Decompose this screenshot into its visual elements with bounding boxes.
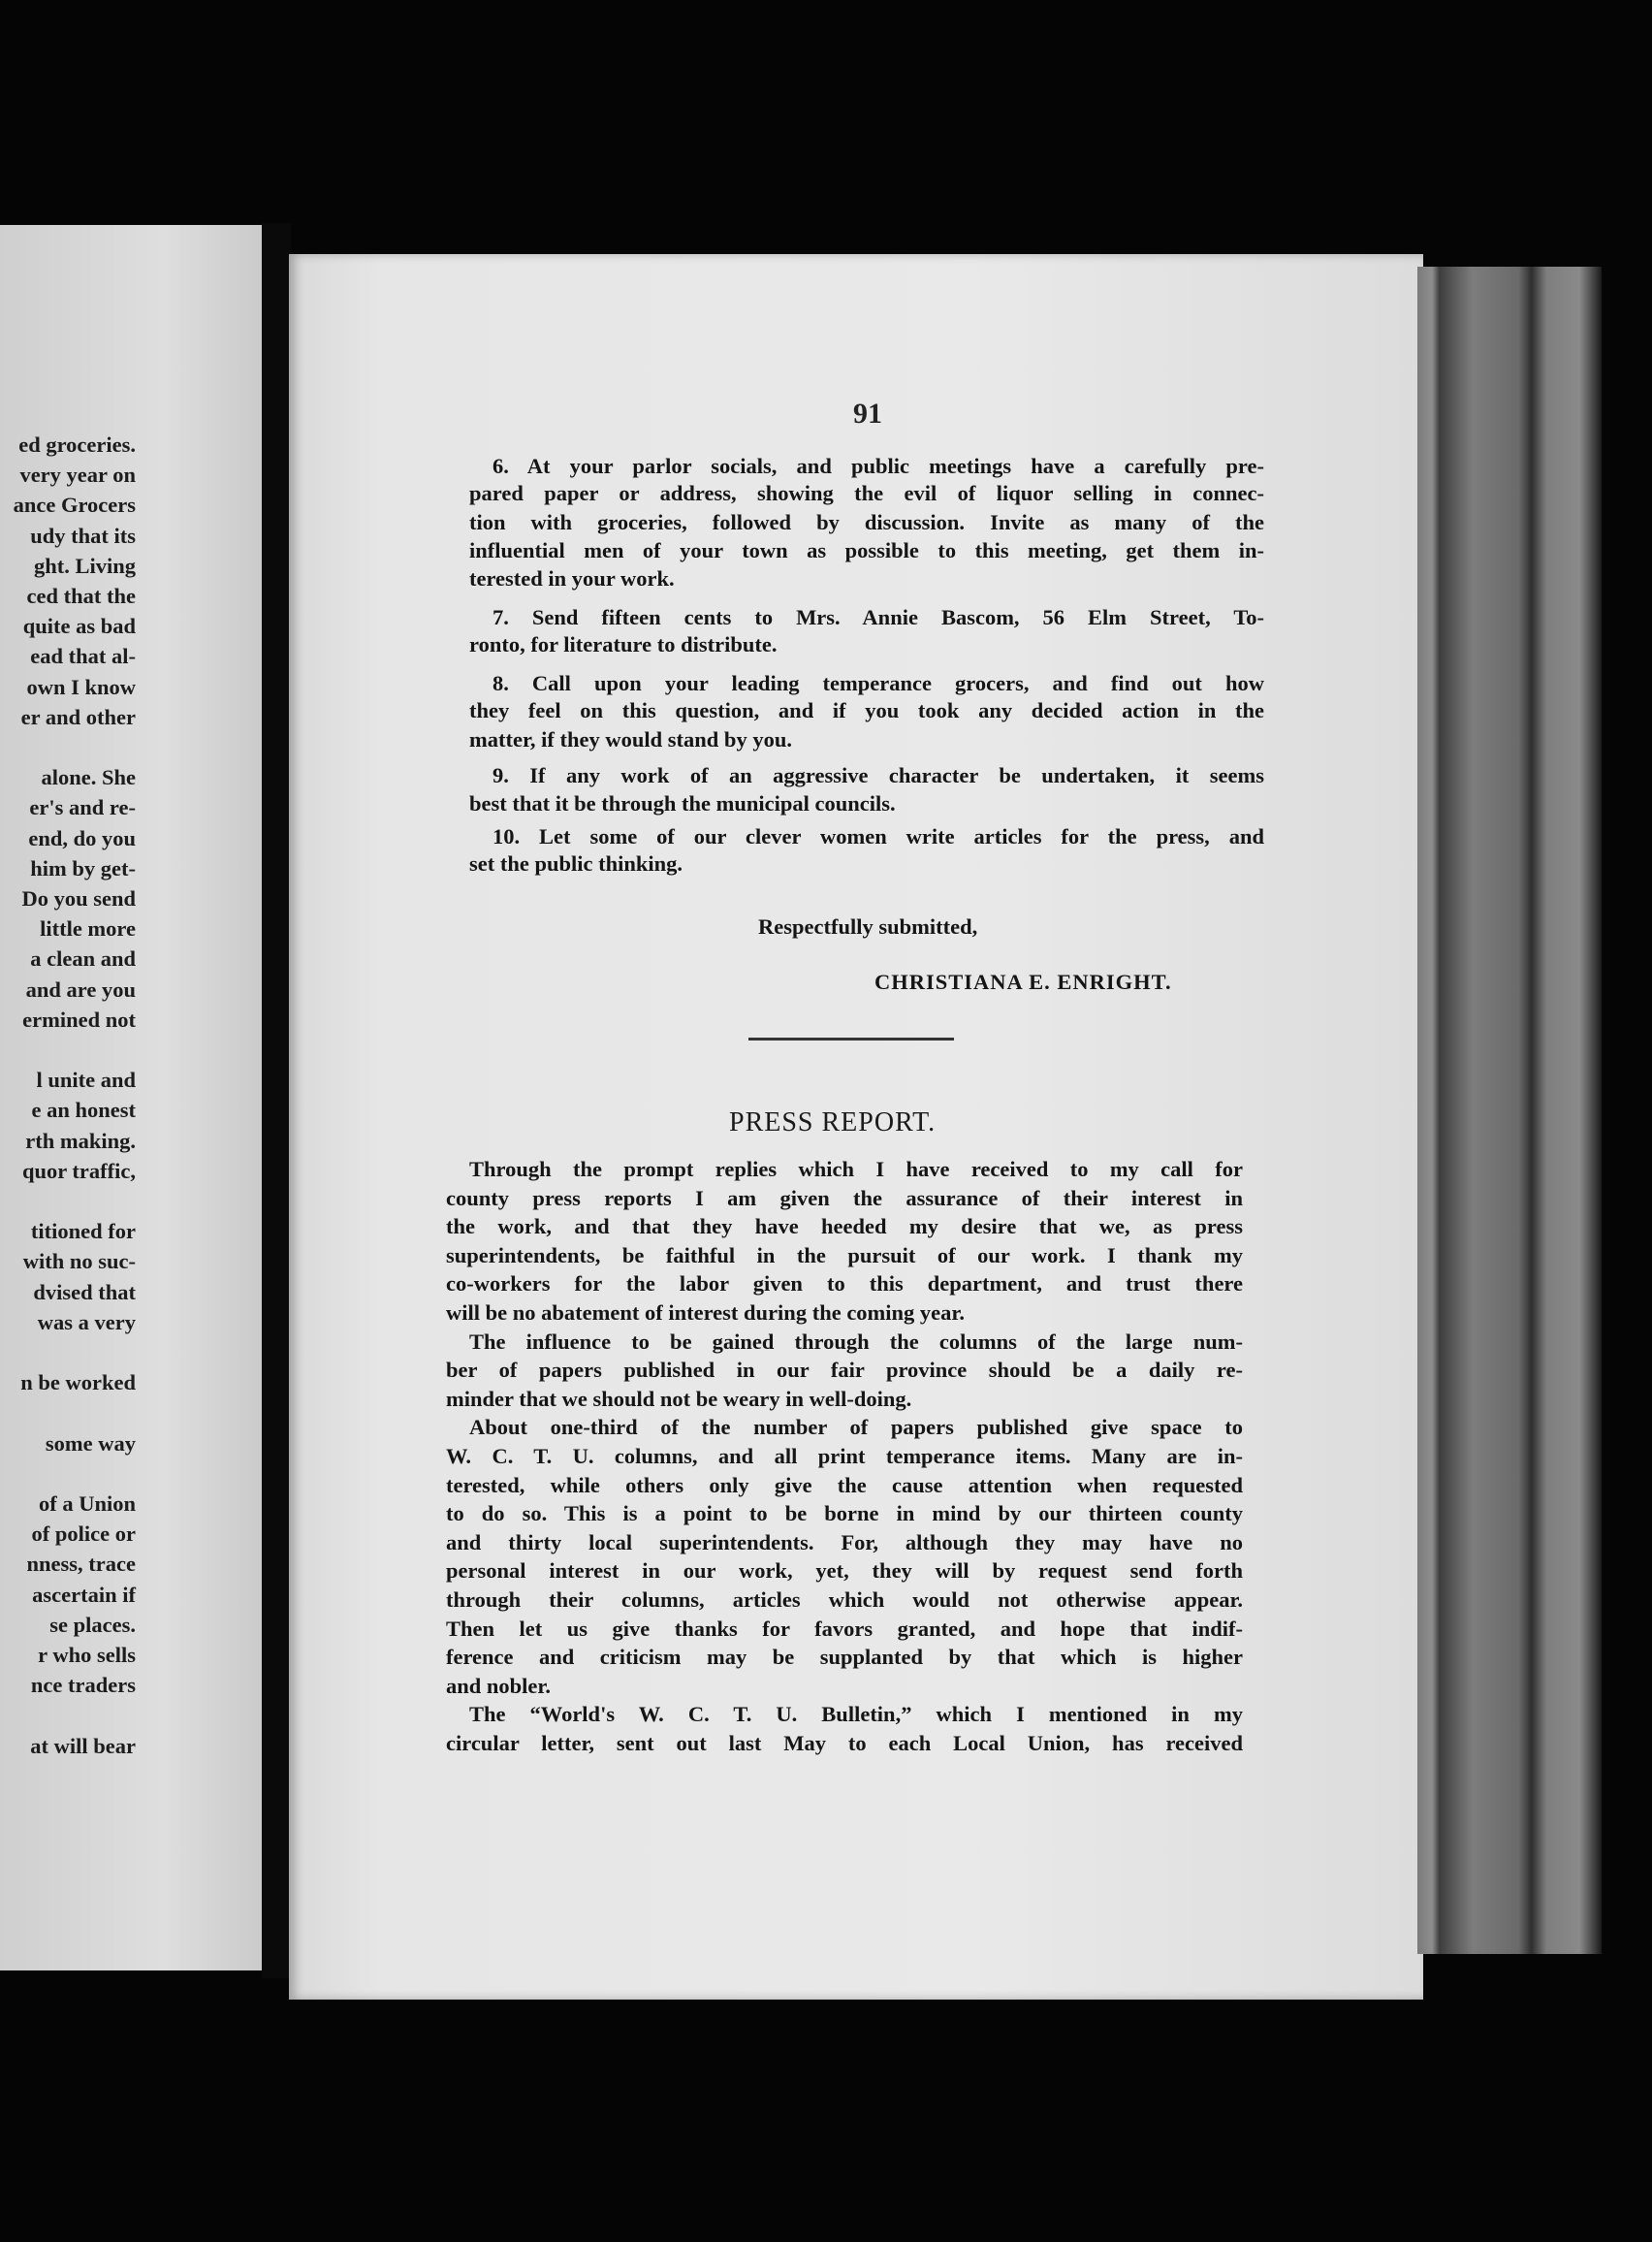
- page-number: 91: [853, 398, 882, 430]
- left-page-line: titioned for: [30, 1219, 136, 1244]
- report-line: pared paper or address, showing the evil of liquor selling in connec-: [469, 481, 1264, 505]
- page-edges: [1417, 267, 1602, 1954]
- report-line: best that it be through the municipal councils.: [469, 791, 896, 816]
- left-page-line: ermined not: [22, 1007, 136, 1032]
- press-report-line: The “World's W. C. T. U. Bulletin,” which I mentioned in my: [469, 1702, 1243, 1727]
- press-report-line: county press reports I am given the assurance of their interest in: [446, 1185, 1243, 1210]
- left-page-line: dvised that: [33, 1279, 136, 1304]
- left-page-line: a clean and: [30, 946, 136, 972]
- report-line: 9. If any work of an aggressive character be undertaken, it seems: [492, 763, 1264, 787]
- press-report-line: through their columns, articles which would not otherwise appear.: [446, 1587, 1243, 1612]
- report-line: 7. Send fifteen cents to Mrs. Annie Bascom, 56 Elm Street, To-: [492, 605, 1264, 629]
- press-report-line: terested, while others only give the cause attention when requested: [446, 1472, 1243, 1497]
- left-page-line: rth making.: [25, 1128, 136, 1153]
- left-page-line: quite as bad: [22, 614, 136, 639]
- left-page-line: at will bear: [30, 1733, 136, 1758]
- left-page-line: ced that the: [26, 584, 136, 608]
- left-page-line: was a very: [37, 1309, 136, 1334]
- press-report-line: co-workers for the labor given to this department, and trust there: [446, 1271, 1243, 1297]
- left-page-line: ght. Living: [33, 553, 136, 578]
- left-page-line: end, do you: [28, 825, 136, 850]
- report-line: 8. Call upon your leading temperance grocers, and find out how: [492, 671, 1264, 695]
- left-page-line: and are you: [25, 977, 136, 1002]
- left-page-line: se places.: [49, 1612, 136, 1637]
- left-page-line: with no suc-: [22, 1249, 136, 1274]
- press-report-line: ference and criticism may be supplanted by that which is higher: [446, 1645, 1243, 1670]
- report-line: terested in your work.: [469, 566, 675, 591]
- closing-line: Respectfully submitted,: [758, 914, 978, 939]
- press-report-line: superintendents, be faithful in the pursuit of our work. I thank my: [446, 1242, 1243, 1267]
- left-page-line: e an honest: [31, 1098, 136, 1123]
- section-title: PRESS REPORT.: [729, 1107, 937, 1137]
- left-page-line: little more: [40, 916, 136, 942]
- report-line: influential men of your town as possible to this meeting, get them in-: [469, 538, 1264, 562]
- left-page-line: of police or: [31, 1521, 136, 1547]
- left-page-line: ance Grocers: [13, 493, 136, 518]
- press-report-line: Through the prompt replies which I have received to my call for: [469, 1157, 1243, 1181]
- left-page-line: er's and re-: [29, 795, 136, 820]
- press-report-line: and nobler.: [446, 1673, 551, 1698]
- left-page-line: ascertain if: [32, 1582, 136, 1607]
- press-report-line: ber of papers published in our fair province should be a daily re-: [446, 1358, 1243, 1383]
- press-report-line: Then let us give thanks for favors granted, and hope that indif-: [446, 1616, 1243, 1641]
- press-report-line: About one-third of the number of papers published give space to: [469, 1415, 1243, 1440]
- left-page-line: nce traders: [30, 1673, 136, 1698]
- press-report-line: and thirty local superintendents. For, although they may have no: [446, 1529, 1243, 1554]
- left-page-line: r who sells: [38, 1643, 136, 1667]
- report-line: matter, if they would stand by you.: [469, 727, 792, 752]
- left-page-line: ead that al-: [30, 644, 136, 669]
- left-page-line: alone. She: [41, 765, 136, 790]
- left-page-line: of a Union: [38, 1491, 136, 1516]
- press-report-line: W. C. T. U. columns, and all print temperance items. Many are in-: [446, 1444, 1243, 1468]
- left-page-line: some way: [45, 1430, 136, 1456]
- left-page-line: ed groceries.: [18, 432, 136, 457]
- report-line: ronto, for literature to distribute.: [469, 632, 778, 657]
- report-line: 6. At your parlor socials, and public meetings have a carefully pre-: [492, 454, 1264, 478]
- left-page-line: l unite and: [36, 1068, 136, 1093]
- book-gutter: [262, 223, 291, 1978]
- left-page: [0, 225, 273, 1970]
- press-report-line: to do so. This is a point to be borne in mind by our thirteen county: [446, 1501, 1243, 1526]
- signature: CHRISTIANA E. ENRIGHT.: [874, 970, 1172, 994]
- left-page-line: udy that its: [30, 523, 136, 548]
- left-page-line: own I know: [26, 674, 136, 699]
- press-report-line: will be no abatement of interest during the coming year.: [446, 1300, 965, 1325]
- press-report-line: minder that we should not be weary in well-doing.: [446, 1386, 912, 1411]
- left-page-line: er and other: [20, 704, 136, 729]
- report-line: tion with groceries, followed by discussion. Invite as many of the: [469, 510, 1264, 534]
- report-line: 10. Let some of our clever women write articles for the press, and: [492, 824, 1264, 849]
- press-report-line: the work, and that they have heeded my desire that we, as press: [446, 1214, 1243, 1239]
- left-page-line: him by get-: [30, 855, 136, 881]
- press-report-line: The influence to be gained through the columns of the large num-: [469, 1329, 1243, 1354]
- report-line: set the public thinking.: [469, 851, 683, 876]
- left-page-line: Do you send: [21, 886, 136, 911]
- left-page-line: quor traffic,: [21, 1158, 136, 1183]
- press-report-line: personal interest in our work, yet, they will by request send forth: [446, 1558, 1243, 1584]
- press-report-line: circular letter, sent out last May to each Local Union, has received: [446, 1731, 1243, 1755]
- report-line: they feel on this question, and if you took any decided action in the: [469, 698, 1264, 722]
- left-page-line: very year on: [19, 463, 136, 488]
- left-page-line: n be worked: [20, 1370, 136, 1395]
- left-page-line: nness, trace: [26, 1552, 136, 1577]
- section-divider: [748, 1038, 954, 1041]
